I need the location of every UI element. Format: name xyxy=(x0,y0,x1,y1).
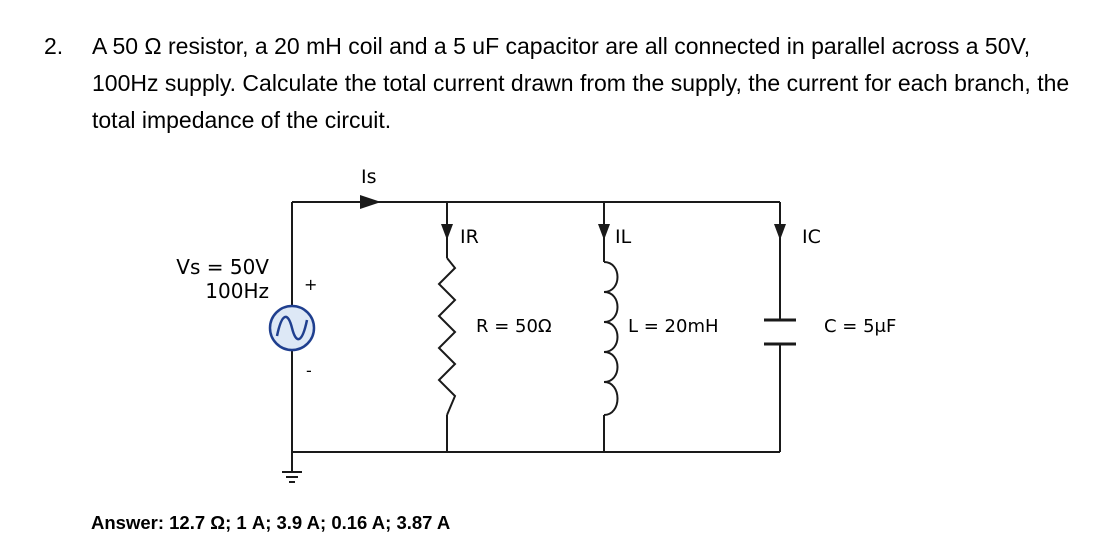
supply-current-label: Is xyxy=(361,166,377,188)
minus-sign: - xyxy=(306,361,312,380)
capacitor-current-label: IC xyxy=(802,226,821,248)
capacitor-icon xyxy=(764,320,796,344)
supply-current-arrow-icon xyxy=(360,195,381,209)
inductor-current-label: IL xyxy=(615,226,632,248)
capacitor-label: C = 5μF xyxy=(824,316,897,337)
capacitor-current-arrow-icon xyxy=(774,224,786,240)
circuit-wires xyxy=(292,202,780,472)
ac-source-icon xyxy=(270,306,314,350)
resistor-icon xyxy=(439,258,455,415)
question-text: A 50 Ω resistor, a 20 mH coil and a 5 uF capacitor are all connected in parallel across a 50V, 100Hz supply. Calculate the total current drawn from the supply, the current for each branch, the total impedance of the circuit. xyxy=(92,33,1070,133)
source-frequency-label: 100Hz xyxy=(205,279,269,303)
resistor-current-label: IR xyxy=(460,226,479,248)
answer: Answer: 12.7 Ω; 1 A; 3.9 A; 0.16 A; 3.87 A xyxy=(91,512,451,533)
resistor-current-arrow-icon xyxy=(441,224,453,240)
inductor-label: L = 20mH xyxy=(628,316,719,337)
resistor-label: R = 50Ω xyxy=(476,316,552,337)
plus-sign: + xyxy=(304,275,318,294)
inductor-icon xyxy=(604,262,618,415)
ground-icon xyxy=(282,472,302,482)
inductor-current-arrow-icon xyxy=(598,224,610,240)
source-voltage-label: Vs = 50V xyxy=(176,255,269,279)
question-number: 2. xyxy=(44,33,64,59)
